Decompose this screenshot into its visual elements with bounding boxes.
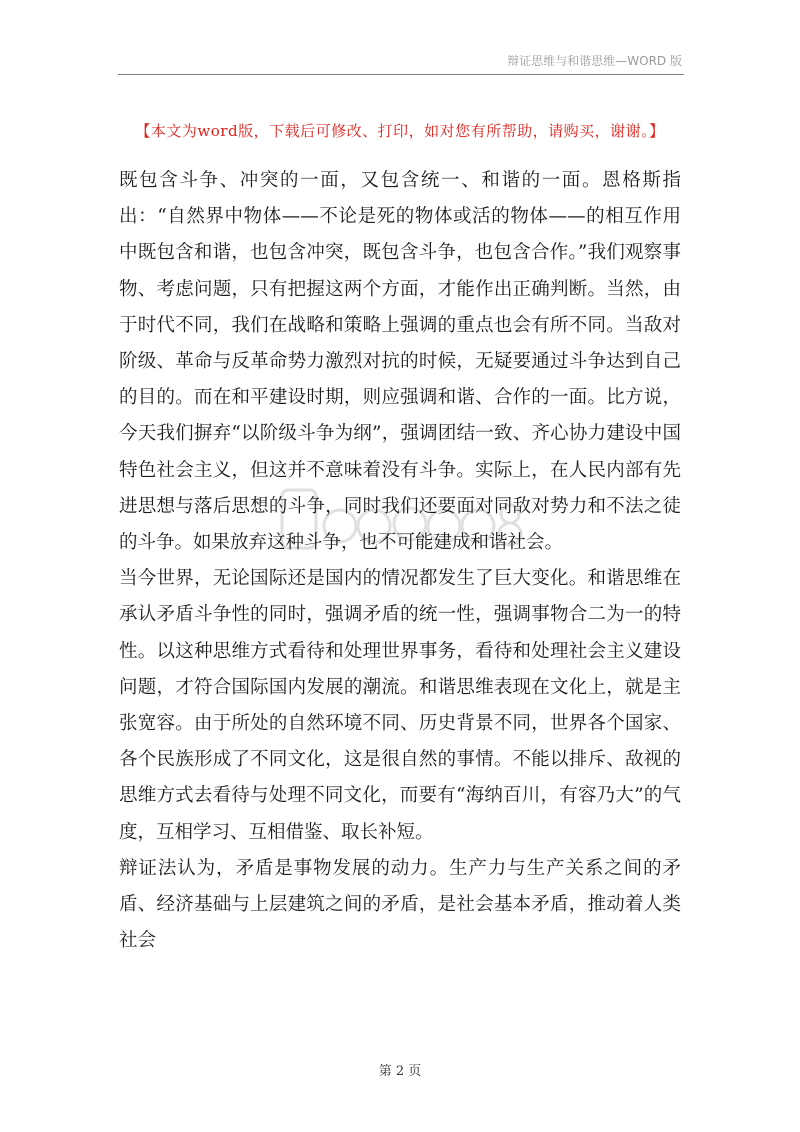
header-title: 辩证思维与和谐思维—WORD 版 xyxy=(507,54,682,68)
header-divider xyxy=(118,74,684,75)
download-notice: 【本文为word版，下载后可修改、打印，如对您有所帮助，请购买，谢谢。】 xyxy=(135,122,665,140)
paragraph-1: 既包含斗争、冲突的一面，又包含统一、和谐的一面。恩格斯指出：“自然界中物体——不论是死的物体或活的物体——的相互作用中既包含和谐，也包含冲突，既包含斗争，也包含合作。”我们观察事物、考虑问题，只有把握这两个方面，才能作出正确判断。当然，由于时代不同，我们在战略和策略上强调的重点也会有所不同。当敌对阶级、革命与反革命势力激烈对抗的时候，无疑要通过斗争达到自己的目的。而在和平建设时期，则应强调和谐、合作的一面。比方说，今天我们摒弃“以阶级斗争为纲”，强调团结一致、齐心协力建设中国特色社会主义，但这并不意味着没有斗争。实际上，在人民内部有先进思想与落后思想的斗争，同时我们还要面对同敌对势力和不法之徒的斗争。如果放弃这种斗争，也不可能建成和谐社会。 xyxy=(119,170,681,554)
paragraph-3: 辩证法认为，矛盾是事物发展的动力。生产力与生产关系之间的矛盾、经济基础与上层建筑之间的矛盾，是社会基本矛盾，推动着人类社会 xyxy=(119,857,681,952)
paragraph-2: 当今世界，无论国际还是国内的情况都发生了巨大变化。和谐思维在承认矛盾斗争性的同时，强调矛盾的统一性，强调事物合二为一的特性。以这种思维方式看待和处理世界事务，看待和处理社会主义建设问题，才符合国际国内发展的潮流。和谐思维表现在文化上，就是主张宽容。由于所处的自然环境不同、历史背景不同，世界各个国家、各个民族形成了不同文化，这是很自然的事情。不能以排斥、敌视的思维方式去看待与处理不同文化，而要有“海纳百川，有容乃大”的气度，互相学习、互相借鉴、取长补短。 xyxy=(119,568,681,843)
page-number: 第 2 页 xyxy=(378,1064,422,1079)
document-body xyxy=(119,163,681,959)
